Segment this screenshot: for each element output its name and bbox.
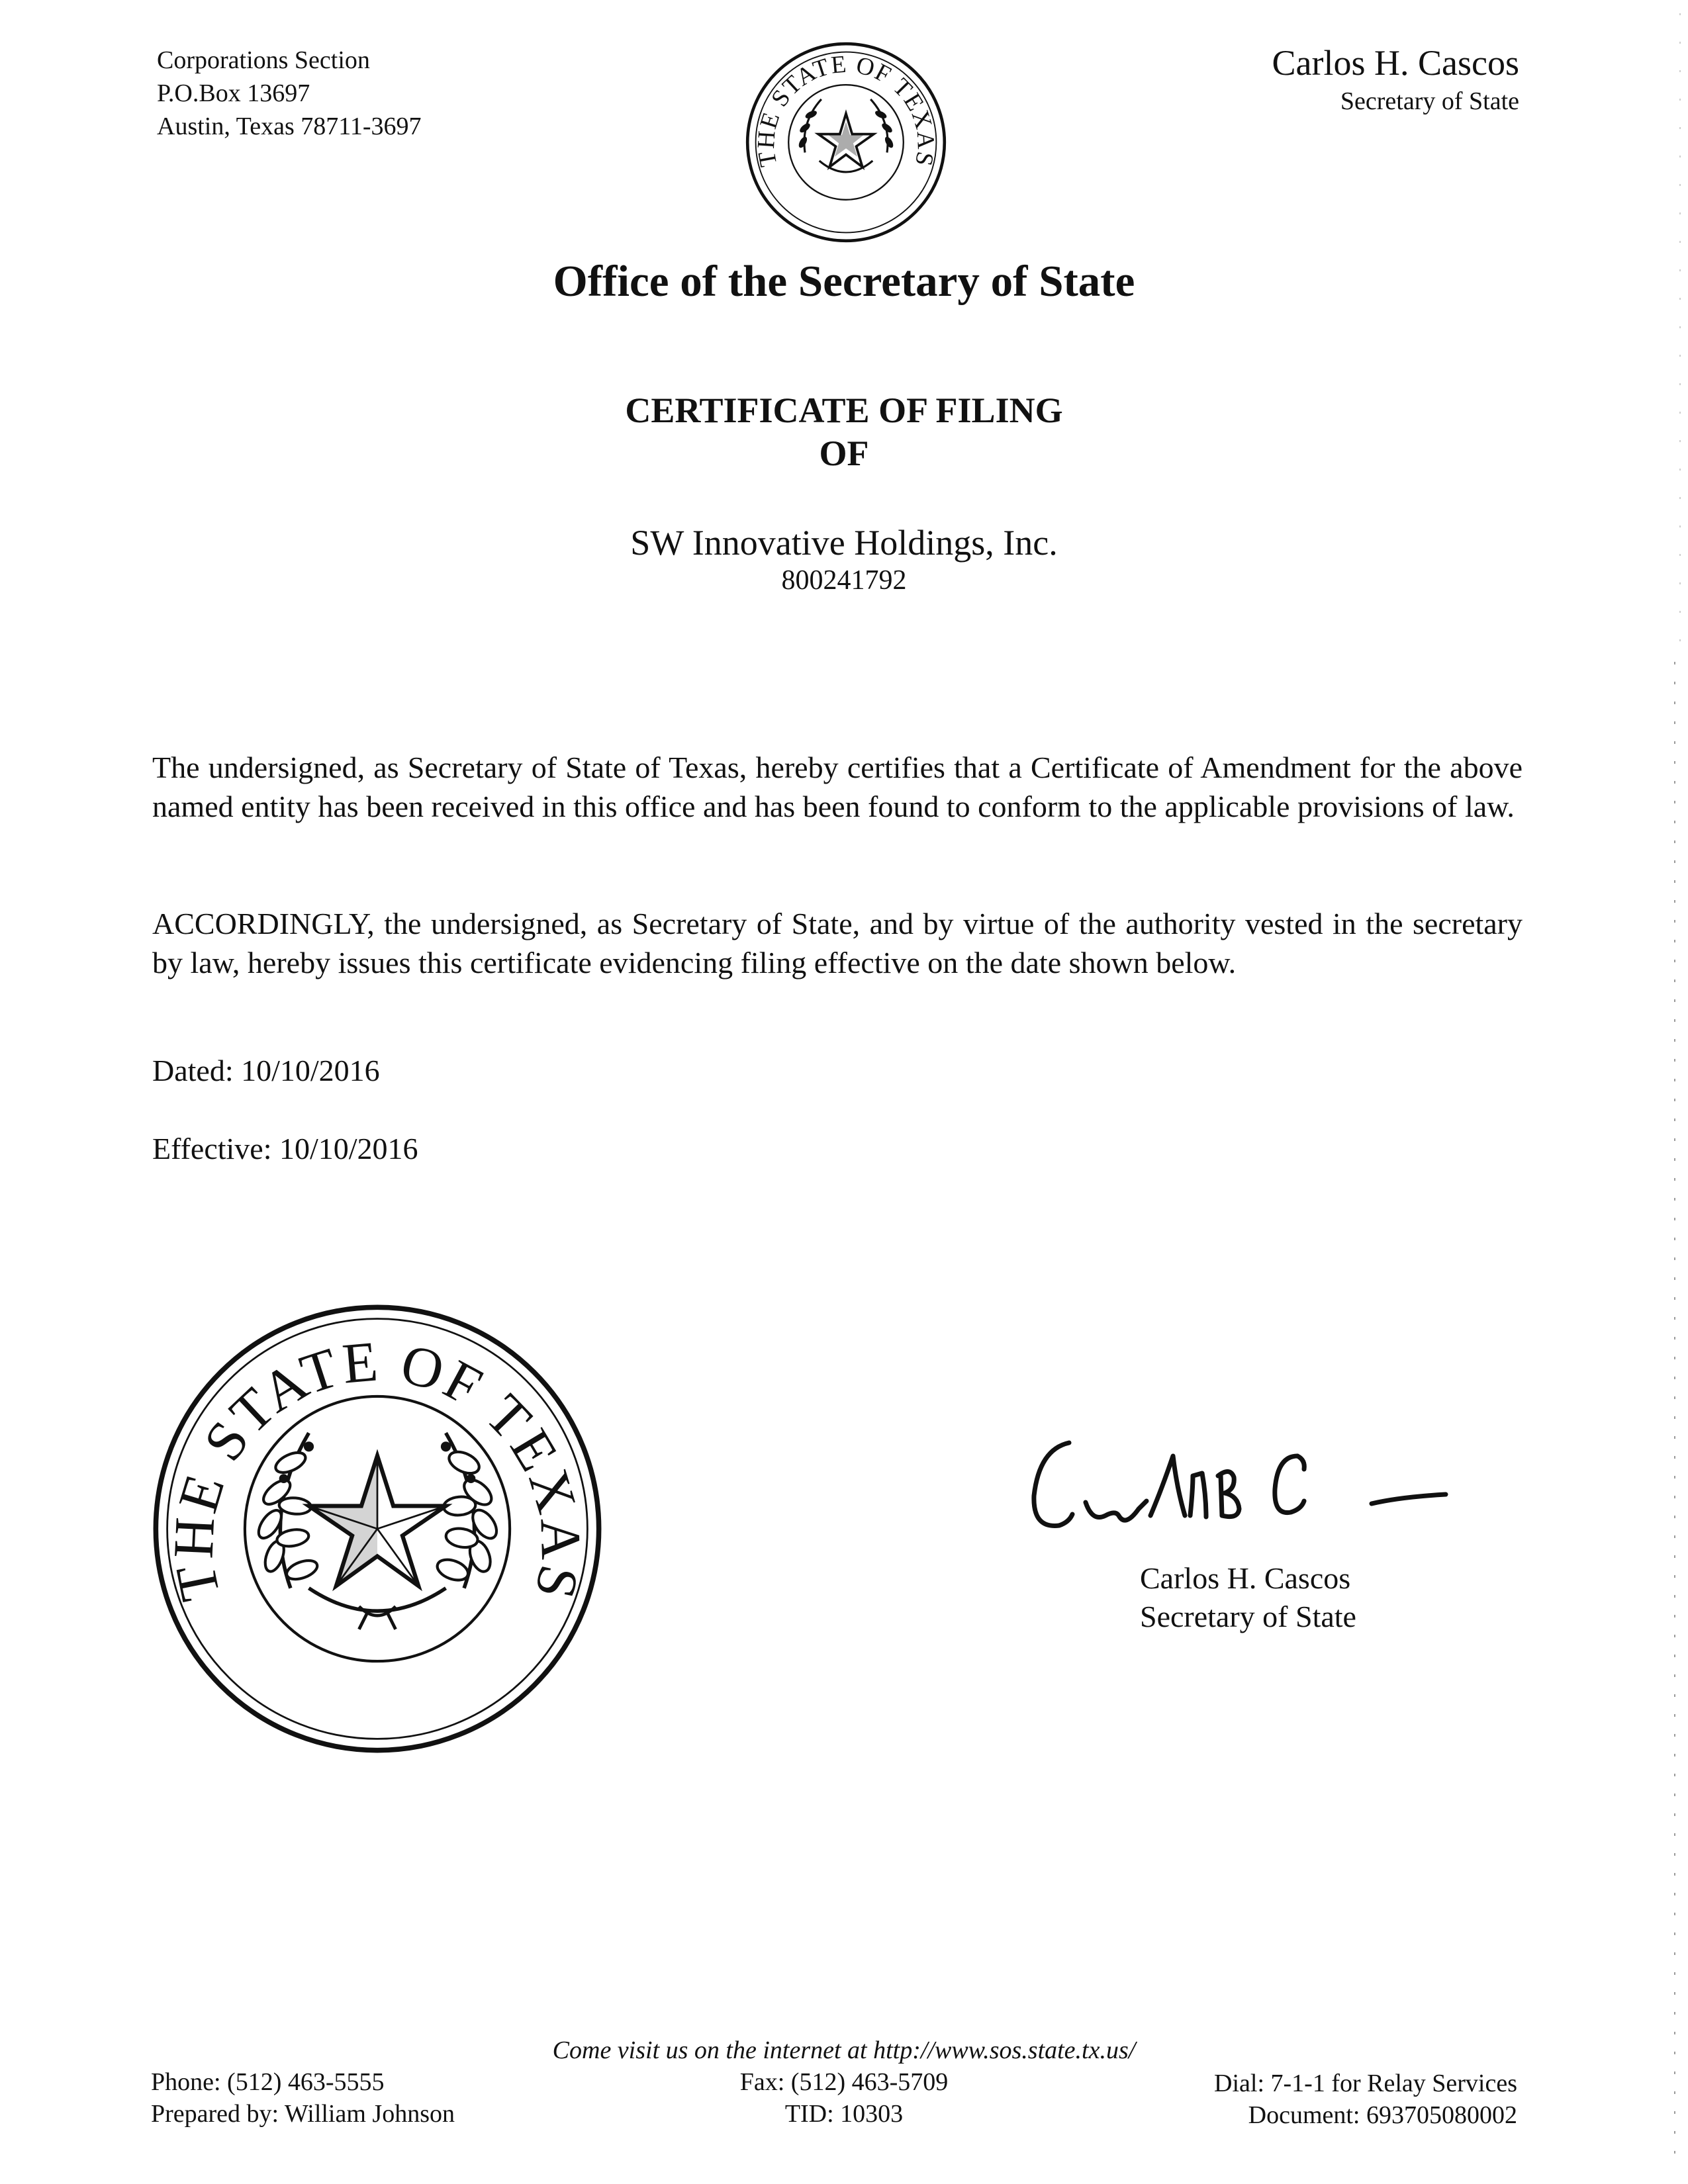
svg-text:THE STATE OF TEXAS: THE STATE OF TEXAS <box>752 50 939 169</box>
official-header <box>1272 40 1519 116</box>
footer-document: Document: 693705080002 <box>1248 2101 1517 2129</box>
certificate-title-line-1: CERTIFICATE OF FILING <box>625 390 1063 430</box>
address-line-1: Corporations Section <box>157 46 370 74</box>
texas-state-seal-large-icon <box>149 1300 606 1757</box>
footer-prepared-by: Prepared by: William Johnson <box>151 2100 455 2128</box>
footer-website: Come visit us on the internet at http://www.sos.state.tx.us/ <box>552 2036 1136 2064</box>
office-title: Office of the Secretary of State <box>553 257 1135 306</box>
certification-paragraph: The undersigned, as Secretary of State of Texas, hereby certifies that a Certificate of Amendment for the above named entity has been received in this office and has been found to conform to the applicable provisions of law. <box>152 751 1523 823</box>
texas-state-seal-icon <box>743 40 949 245</box>
certificate-title <box>0 389 1688 475</box>
certificate-title-line-2: OF <box>819 433 869 473</box>
footer-phone: Phone: (512) 463-5555 <box>151 2068 385 2096</box>
footer-right <box>1214 2068 1517 2131</box>
signatory-name: Carlos H. Cascos <box>1140 1561 1351 1595</box>
footer-tid: TID: 10303 <box>784 2100 904 2128</box>
accordingly-paragraph: ACCORDINGLY, the undersigned, as Secretary of State, and by virtue of the authority vested in the secretary by law, hereby issues this certificate evidencing filing effective on the date shown below. <box>152 907 1523 979</box>
footer-fax: Fax: (512) 463-5709 <box>739 2068 949 2096</box>
entity-name: SW Innovative Holdings, Inc. <box>630 523 1058 563</box>
office-address <box>157 44 421 143</box>
official-title: Secretary of State <box>1340 87 1519 115</box>
address-line-2: P.O.Box 13697 <box>157 79 310 107</box>
dated-line: Dated: 10/10/2016 <box>152 1054 380 1087</box>
handwritten-signature <box>1019 1416 1496 1555</box>
signatory-title: Secretary of State <box>1140 1600 1356 1633</box>
entity-number: 800241792 <box>781 565 907 596</box>
official-name: Carlos H. Cascos <box>1272 43 1519 83</box>
svg-text:THE STATE OF TEXAS: THE STATE OF TEXAS <box>161 1329 594 1607</box>
effective-line: Effective: 10/10/2016 <box>152 1132 418 1165</box>
address-line-3: Austin, Texas 78711-3697 <box>157 113 422 140</box>
footer-dial: Dial: 7-1-1 for Relay Services <box>1214 2070 1517 2097</box>
scan-edge-artifact <box>1668 0 1688 2184</box>
